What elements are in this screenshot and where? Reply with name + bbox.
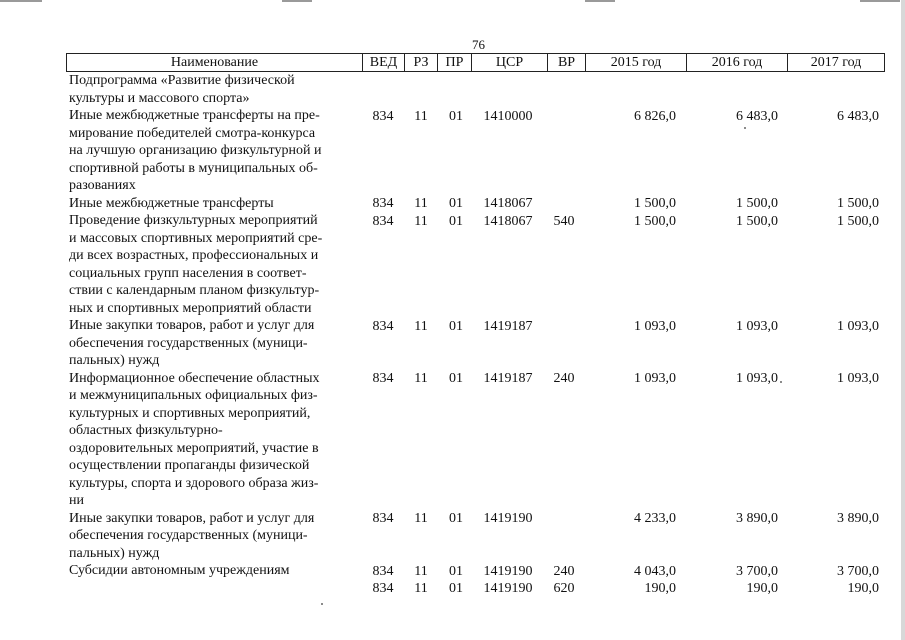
cell-y2015: 6 826,0 bbox=[634, 108, 676, 124]
cell-pr: 01 bbox=[449, 318, 463, 334]
row-name-line: осуществлении пропаганды физической bbox=[69, 458, 310, 473]
cell-y2017: 190,0 bbox=[847, 581, 879, 596]
scan-right-edge bbox=[901, 0, 905, 640]
cell-y2016: 6 483,0 bbox=[736, 108, 778, 124]
cell-y2016: 190,0 bbox=[746, 581, 778, 596]
row-name-line: на лучшую организацию физкультурной и bbox=[69, 143, 322, 158]
cell-y2017: 3 890,0 bbox=[837, 511, 879, 526]
cell-rz: 11 bbox=[414, 563, 428, 579]
cell-y2015: 1 500,0 bbox=[634, 213, 676, 229]
row-name-line: Иные закупки товаров, работ и услуг для bbox=[69, 510, 315, 526]
row-name-line: и массовых спортивных мероприятий сре- bbox=[69, 230, 323, 246]
table-header bbox=[66, 53, 885, 72]
row-name-line: социальных групп населения в соответ- bbox=[69, 265, 307, 281]
cell-csr: 1410000 bbox=[483, 108, 533, 124]
cell-csr: 1419190 bbox=[483, 511, 533, 526]
header-2017: 2017 год bbox=[787, 54, 884, 71]
cell-rz: 11 bbox=[414, 581, 428, 596]
cell-pr: 01 bbox=[449, 108, 463, 124]
header-csr: ЦСР bbox=[471, 54, 547, 71]
cell-rz: 11 bbox=[414, 213, 428, 229]
cell-y2016: 3 700,0 bbox=[736, 563, 778, 579]
cell-y2017: 3 700,0 bbox=[837, 563, 879, 579]
cell-csr: 1418067 bbox=[483, 196, 533, 211]
cell-ved: 834 bbox=[372, 108, 394, 124]
cell-rz: 11 bbox=[414, 108, 428, 124]
row-name-line: Проведение физкультурных мероприятий bbox=[69, 213, 318, 228]
header-2015: 2015 год bbox=[585, 54, 686, 71]
cell-y2016: 3 890,0 bbox=[736, 511, 778, 526]
cell-y2015: 190,0 bbox=[644, 581, 676, 596]
cell-vr: 240 bbox=[553, 371, 575, 386]
cell-y2017: 1 093,0 bbox=[837, 318, 879, 334]
cell-y2015: 4 043,0 bbox=[634, 563, 676, 579]
cell-y2015: 1 093,0 bbox=[634, 318, 676, 334]
cell-y2016: 1 500,0 bbox=[736, 196, 778, 211]
cell-vr: 620 bbox=[553, 581, 575, 596]
cell-pr: 01 bbox=[449, 213, 463, 229]
row-name-line: оздоровительных мероприятий, участие в bbox=[69, 440, 319, 456]
cell-rz: 11 bbox=[414, 318, 428, 334]
row-name-line: спортивной работы в муниципальных об- bbox=[69, 160, 318, 176]
cell-vr: 240 bbox=[553, 563, 575, 579]
row-name-line: Подпрограмма «Развитие физической bbox=[69, 73, 295, 88]
cell-y2017: 6 483,0 bbox=[837, 108, 879, 124]
cell-ved: 834 bbox=[372, 581, 394, 596]
row-name-line: обеспечения государственных (муници- bbox=[69, 528, 308, 543]
cell-y2015: 1 093,0 bbox=[634, 371, 676, 386]
cell-pr: 01 bbox=[449, 581, 463, 596]
cell-csr: 1419190 bbox=[483, 563, 533, 579]
cell-y2015: 4 233,0 bbox=[634, 511, 676, 526]
cell-pr: 01 bbox=[449, 511, 463, 526]
cell-rz: 11 bbox=[414, 371, 428, 386]
page-number: 76 bbox=[472, 37, 485, 52]
row-name-line: областных физкультурно- bbox=[69, 423, 223, 438]
cell-csr: 1419187 bbox=[483, 371, 533, 386]
cell-csr: 1418067 bbox=[483, 213, 533, 229]
row-name-line: пальных) нужд bbox=[69, 545, 160, 561]
row-name-line: пальных) нужд bbox=[69, 353, 160, 368]
scan-top-edge bbox=[0, 0, 905, 3]
cell-csr: 1419190 bbox=[483, 581, 533, 596]
scan-speck bbox=[321, 603, 323, 605]
cell-y2015: 1 500,0 bbox=[634, 196, 676, 211]
cell-y2017: 1 500,0 bbox=[837, 196, 879, 211]
cell-rz: 11 bbox=[414, 511, 428, 526]
row-name-line: разованиях bbox=[69, 178, 136, 193]
row-name-line: культуры, спорта и здорового образа жиз- bbox=[69, 475, 319, 491]
cell-ved: 834 bbox=[372, 511, 394, 526]
header-name: Наименование bbox=[170, 55, 259, 70]
header-rz: РЗ bbox=[404, 54, 437, 71]
row-name-line: Информационное обеспечение областных bbox=[69, 370, 320, 386]
cell-y2016: 1 500,0 bbox=[736, 213, 778, 229]
cell-y2016: 1 093,0 bbox=[736, 371, 778, 386]
cell-csr: 1419187 bbox=[483, 318, 533, 334]
row-name-line: Иные межбюджетные трансферты на пре- bbox=[69, 108, 320, 123]
cell-ved: 834 bbox=[372, 563, 394, 579]
row-name-line: Иные закупки товаров, работ и услуг для bbox=[69, 318, 315, 333]
cell-pr: 01 bbox=[449, 196, 463, 211]
row-name-line: и межмуниципальных официальных физ- bbox=[69, 388, 318, 403]
cell-y2017: 1 093,0 bbox=[837, 371, 879, 386]
cell-ved: 834 bbox=[372, 318, 394, 334]
header-vr: ВР bbox=[547, 54, 585, 71]
cell-y2017: 1 500,0 bbox=[837, 213, 879, 229]
cell-ved: 834 bbox=[372, 196, 394, 211]
row-name-line: ствии с календарным планом физкультур- bbox=[69, 283, 320, 298]
header-pr: ПР bbox=[437, 54, 471, 71]
cell-rz: 11 bbox=[414, 196, 428, 211]
row-name-line: обеспечения государственных (муници- bbox=[69, 335, 308, 351]
cell-pr: 01 bbox=[449, 563, 463, 579]
row-name-line: Субсидии автономным учреждениям bbox=[69, 563, 290, 578]
row-name-line: ных и спортивных мероприятий области bbox=[69, 300, 312, 316]
scan-speck bbox=[744, 127, 746, 129]
row-name-line: мирование победителей смотра-конкурса bbox=[69, 125, 316, 141]
cell-ved: 834 bbox=[372, 213, 394, 229]
header-ved: ВЕД bbox=[362, 54, 404, 71]
row-name-line: Иные межбюджетные трансферты bbox=[69, 195, 274, 211]
scan-speck bbox=[780, 381, 782, 383]
cell-vr: 540 bbox=[553, 213, 575, 229]
row-name-line: ди всех возрастных, профессиональных и bbox=[69, 248, 319, 263]
cell-pr: 01 bbox=[449, 371, 463, 386]
row-name-line: ни bbox=[69, 493, 84, 508]
cell-ved: 834 bbox=[372, 371, 394, 386]
row-name-line: культурных и спортивных мероприятий, bbox=[69, 405, 311, 421]
row-name-line: культуры и массового спорта» bbox=[69, 90, 250, 106]
cell-y2016: 1 093,0 bbox=[736, 318, 778, 334]
header-2016: 2016 год bbox=[686, 54, 787, 71]
